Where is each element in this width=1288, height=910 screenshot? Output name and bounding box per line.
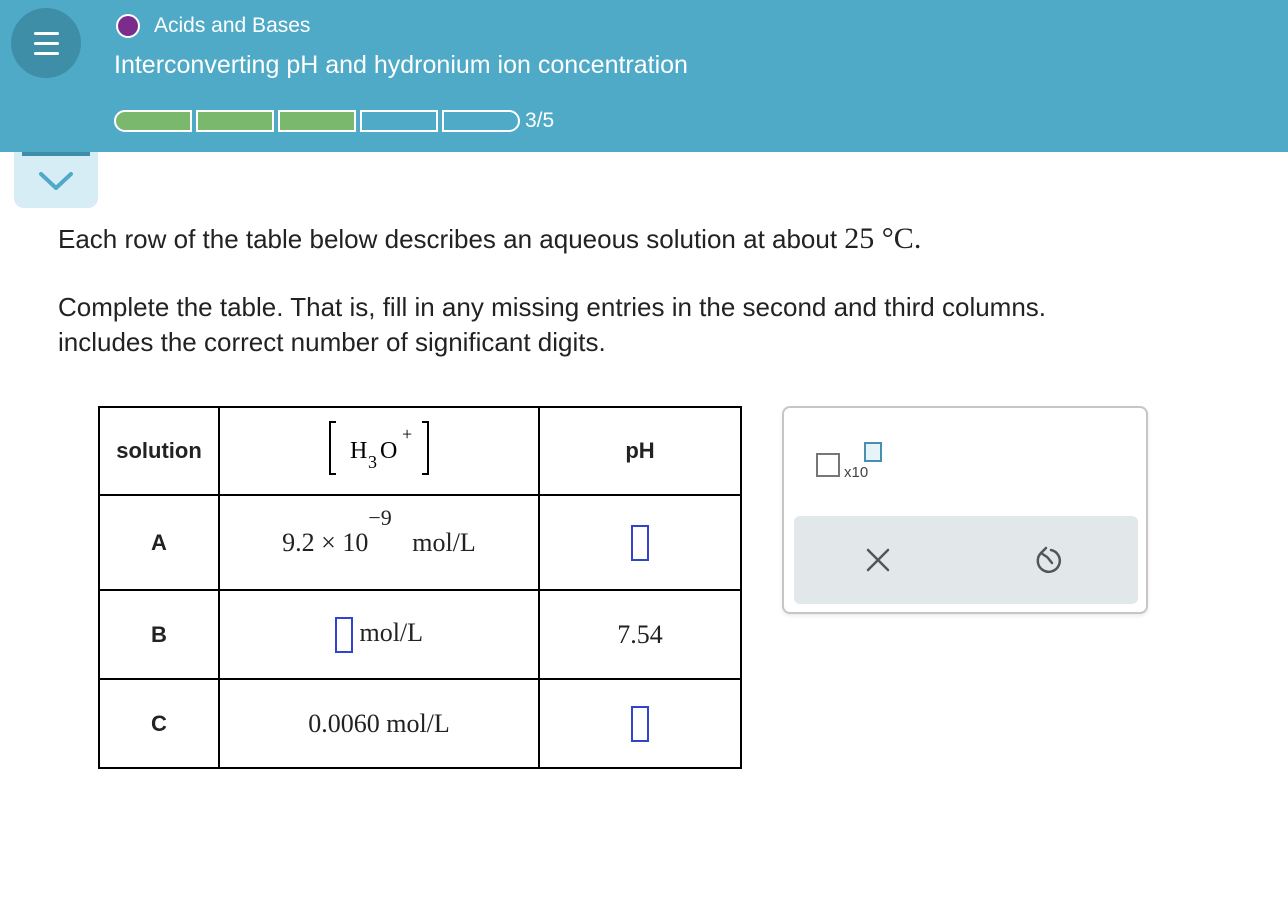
progress-label: 3/5 xyxy=(525,109,555,132)
table-header-row xyxy=(99,407,741,495)
ph-cell xyxy=(539,495,741,590)
progress-segment xyxy=(278,110,356,132)
concentration-number: 0.0060 xyxy=(308,708,380,738)
concentration-value xyxy=(219,679,539,768)
question-line-1 xyxy=(58,222,921,256)
table-row xyxy=(99,495,741,590)
progress-segment xyxy=(114,110,192,132)
progress-segment xyxy=(442,110,520,132)
question-instructions xyxy=(58,290,1046,360)
ph-input[interactable] xyxy=(631,525,649,561)
header-ph: pH xyxy=(539,407,741,495)
instruction-line-1: Complete the table. That is, fill in any missing entries in the second and third columns. xyxy=(58,292,1047,322)
table-row xyxy=(99,590,741,679)
header-concentration xyxy=(219,407,539,495)
exponent: −9 xyxy=(368,504,392,530)
menu-icon xyxy=(34,32,59,35)
row-label: A xyxy=(99,495,219,590)
template-mantissa-box xyxy=(816,453,840,477)
chevron-down-icon xyxy=(38,170,74,192)
base: 10 xyxy=(342,527,369,557)
concentration-cell xyxy=(219,590,539,679)
question-text: Each row of the table below describes an aqueous solution at about xyxy=(58,224,845,254)
period: . xyxy=(913,222,922,255)
table-row xyxy=(99,679,741,768)
row-label: C xyxy=(99,679,219,768)
subscript-3: 3 xyxy=(368,451,377,472)
top-bar xyxy=(0,0,1288,152)
clear-button[interactable] xyxy=(854,536,902,584)
unit: mol/L xyxy=(359,617,424,647)
progress-segment xyxy=(196,110,274,132)
unit: mol/L xyxy=(412,527,476,557)
ph-cell xyxy=(539,679,741,768)
hydrogen-symbol: H xyxy=(350,437,368,464)
menu-icon-line xyxy=(34,52,59,55)
sci-notation-template-icon[interactable] xyxy=(816,442,886,484)
collapse-tab[interactable] xyxy=(14,152,98,208)
hydronium-bracket-formula xyxy=(324,414,434,484)
undo-button[interactable] xyxy=(1024,536,1072,584)
header-solution: solution xyxy=(99,407,219,495)
menu-button[interactable] xyxy=(11,8,81,78)
data-table xyxy=(98,406,742,769)
progress-segment xyxy=(360,110,438,132)
topic-dot-icon xyxy=(118,16,138,36)
action-bar xyxy=(794,516,1138,604)
instruction-line-2: includes the correct number of significant digits. xyxy=(58,327,606,357)
concentration-input[interactable] xyxy=(335,617,353,653)
topic-name: Acids and Bases xyxy=(154,14,311,37)
temperature: 25 °C xyxy=(844,222,914,255)
superscript-plus: + xyxy=(402,423,413,444)
template-exponent-box xyxy=(864,442,882,462)
times-sign: × xyxy=(321,527,336,557)
ph-input[interactable] xyxy=(631,706,649,742)
clear-icon xyxy=(854,536,902,584)
mantissa: 9.2 xyxy=(282,527,315,557)
undo-icon xyxy=(1024,536,1072,584)
row-label: B xyxy=(99,590,219,679)
page-title: Interconverting pH and hydronium ion concentration xyxy=(114,51,688,79)
unit: mol/L xyxy=(386,708,450,738)
template-label: x10 xyxy=(844,464,869,481)
ph-value: 7.54 xyxy=(539,590,741,679)
oxygen-symbol: O xyxy=(380,437,398,464)
progress-bar xyxy=(114,110,520,132)
answer-tools-panel xyxy=(782,406,1148,614)
menu-icon-line xyxy=(34,42,59,45)
concentration-value xyxy=(219,495,539,590)
